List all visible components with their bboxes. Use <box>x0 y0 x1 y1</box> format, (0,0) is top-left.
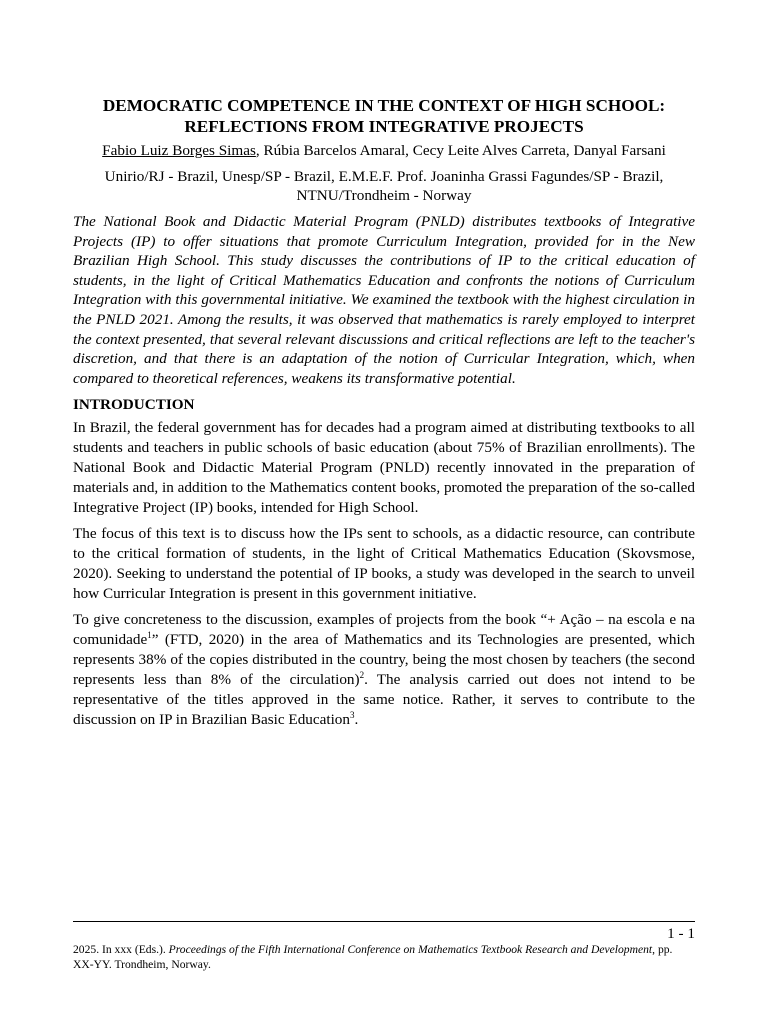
paper-body <box>73 95 695 730</box>
first-author: Fabio Luiz Borges Simas <box>102 142 256 159</box>
paragraph-3-part-a: To give concreteness to the discussion, examples of projects from the book “+ Ação – na escola e na comunidade <box>73 611 695 649</box>
citation-proceedings: Proceedings of the Fifth International Conference on Mathematics Textbook Research and Development <box>168 943 653 956</box>
page-number: 1 - 1 <box>667 925 695 942</box>
paragraph-3-part-c: . The analysis carried out does not intend to be representative of the titles approved in the same notice. Rather, it serves to contribute to the discussion on IP in Brazilian Basic Education <box>73 671 695 729</box>
paragraph-3-part-b: ” (FTD, 2020) in the area of Mathematics and its Technologies are presented, which represents 38% of the copies distributed in the country, being the most chosen by teachers (the second represents less than 8% of the circulation) <box>73 631 695 689</box>
paragraph-1: In Brazil, the federal government has for decades had a program aimed at distributing textbooks to all students and teachers in public schools of basic education (about 75% of Brazilian enrollments). The National Book and Didactic Material Program (PNLD) recently innovated in the preparation of materials and, in addition to the Mathematics content books, promoted the preparation of the so-called Integrative Project (IP) books, intended for High School. <box>73 419 695 517</box>
paper-title: DEMOCRATIC COMPETENCE IN THE CONTEXT OF HIGH SCHOOL: REFLECTIONS FROM INTEGRATIVE PROJECTS <box>102 96 666 136</box>
other-authors: , Rúbia Barcelos Amaral, Cecy Leite Alves Carreta, Danyal Farsani <box>255 142 666 159</box>
footer-divider <box>73 921 695 922</box>
author-list <box>73 141 695 160</box>
paragraph-2: The focus of this text is to discuss how the IPs sent to schools, as a didactic resource, can contribute to the critical formation of students, in the light of Critical Mathematics Education (Skovsmose, 2020). Seeking to understand the potential of IP books, a study was developed in the search to unveil how Curricular Integration is present in this government initiative. <box>73 525 695 603</box>
section-heading-introduction: INTRODUCTION <box>73 396 195 414</box>
abstract: The National Book and Didactic Material Program (PNLD) distributes textbooks of Integrative Projects (IP) to offer situations that promote Curriculum Integration, provided for in the New Brazilian High School. This study discusses the contributions of IP to the critical education of students, in the light of Critical Mathematics Education and confronts the notions of Curriculum Integration with this governmental initiative. We examined the textbook with the highest circulation in the PNLD 2021. Among the results, it was observed that mathematics is rarely employed to interpret the context presented, that several relevant discussions and critical reflections are left to the teacher's discretion, and that there is an adaptation of the notion of Curricular Integration, which, when compared to theoretical references, weakens its transformative potential. <box>73 213 695 387</box>
footnote-marker-1: 1 <box>147 630 152 641</box>
paragraph-3 <box>73 610 695 730</box>
paragraph-3-part-d: . <box>354 711 359 729</box>
footnote-marker-3: 3 <box>350 710 355 721</box>
footnote-marker-2: 2 <box>359 670 365 681</box>
footer-citation <box>73 942 695 972</box>
citation-suffix: , pp. XX-YY. Trondheim, Norway. <box>73 943 673 971</box>
affiliations: Unirio/RJ - Brazil, Unesp/SP - Brazil, E.M.E.F. Prof. Joaninha Grassi Fagundes/SP - Brazil, NTNU/Trondheim - Norway <box>104 168 664 204</box>
citation-prefix: 2025. In xxx (Eds.). <box>73 943 169 956</box>
